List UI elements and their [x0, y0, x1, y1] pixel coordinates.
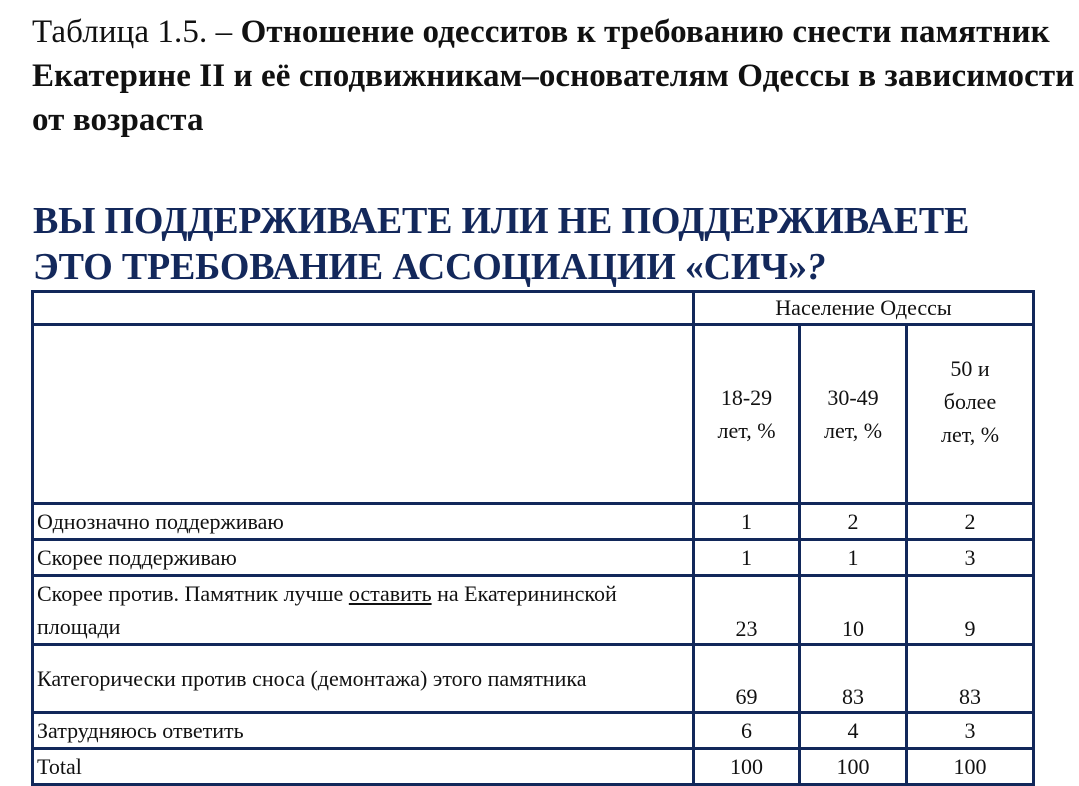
table-row-total [33, 749, 1034, 785]
value-cell: 100 [694, 749, 800, 785]
column-header-line: 50 и [950, 356, 990, 381]
row-label-underlined: оставить [348, 581, 432, 606]
survey-question [33, 198, 1073, 290]
table-caption [32, 10, 1077, 142]
table-row [33, 504, 1034, 540]
question-line-2 [33, 244, 1073, 290]
table-row [33, 713, 1034, 749]
question-mark: ? [806, 246, 826, 288]
value-cell: 3 [907, 713, 1034, 749]
column-header-line: лет, % [941, 422, 1000, 447]
value-cell: 2 [800, 504, 907, 540]
group-header-cell: Население Одессы [694, 292, 1034, 325]
value-cell: 23 [694, 576, 800, 645]
value-cell: 69 [694, 645, 800, 713]
value-cell: 83 [800, 645, 907, 713]
question-line-1: ВЫ ПОДДЕРЖИВАЕТЕ ИЛИ НЕ ПОДДЕРЖИВАЕТЕ [33, 200, 970, 242]
question-line-2-text: ЭТО ТРЕБОВАНИЕ АССОЦИАЦИИ «СИЧ» [33, 246, 807, 288]
value-cell: 1 [694, 540, 800, 576]
column-header-line: более [943, 389, 997, 414]
column-header-18-29 [694, 325, 800, 504]
survey-table [31, 290, 1035, 786]
table-row [33, 645, 1034, 713]
row-label-text: Скорее против. Памятник лучше [37, 581, 349, 606]
row-label-text: на Екатерининской площади [37, 581, 617, 639]
value-cell: 2 [907, 504, 1034, 540]
value-cell: 83 [907, 645, 1034, 713]
group-header-row [33, 292, 1034, 325]
value-cell: 4 [800, 713, 907, 749]
empty-label-header-cell [33, 325, 694, 504]
table-row [33, 576, 1034, 645]
table-row [33, 540, 1034, 576]
empty-corner-cell [33, 292, 694, 325]
column-header-line: 30-49 [827, 385, 879, 410]
value-cell: 100 [907, 749, 1034, 785]
column-header-line: лет, % [717, 418, 776, 443]
value-cell: 1 [800, 540, 907, 576]
value-cell: 9 [907, 576, 1034, 645]
row-label: Total [33, 749, 694, 785]
value-cell: 6 [694, 713, 800, 749]
value-cell: 100 [800, 749, 907, 785]
caption-lead: Таблица 1.5. – [32, 14, 241, 50]
value-cell: 10 [800, 576, 907, 645]
value-cell: 3 [907, 540, 1034, 576]
column-header-50-plus [907, 325, 1034, 504]
column-header-line: 18-29 [720, 385, 773, 410]
row-label: Затрудняюсь ответить [33, 713, 694, 749]
value-cell: 1 [694, 504, 800, 540]
row-label: Категорически против сноса (демонтажа) этого памятника [33, 645, 694, 713]
caption-title: Отношение одесситов к требованию снести памятник Екатерине II и её сподвижникам–основателям Одессы в зависимости от возраста [32, 14, 1075, 138]
column-header-line: лет, % [823, 418, 883, 443]
row-label [33, 576, 694, 645]
row-label: Однозначно поддерживаю [33, 504, 694, 540]
row-label: Скорее поддерживаю [33, 540, 694, 576]
age-header-row [33, 325, 1034, 504]
column-header-30-49 [800, 325, 907, 504]
